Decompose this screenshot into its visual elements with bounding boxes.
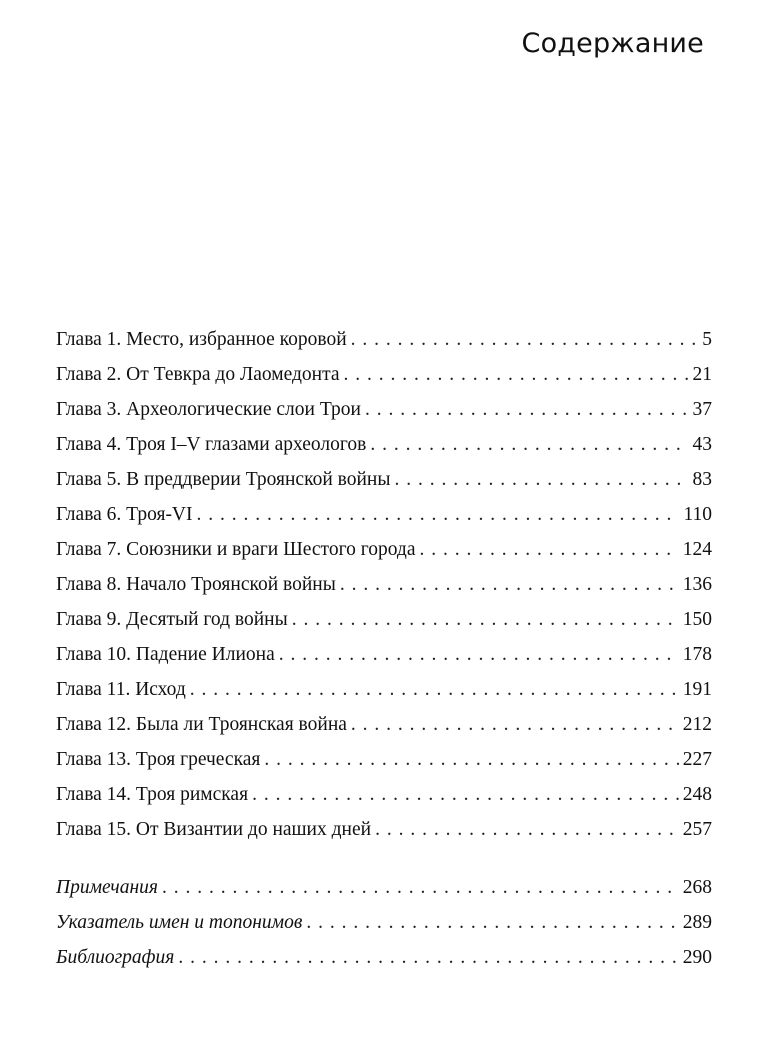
toc-entry-chapter-14[interactable] — [56, 777, 712, 812]
toc-entry-page-number: 43 — [692, 434, 712, 455]
toc-entry-chapter-13[interactable] — [56, 742, 712, 777]
toc-entry-label: Глава 9. Десятый год войны — [56, 609, 288, 630]
toc-entry-page-number: 212 — [682, 714, 712, 735]
dot-leader — [306, 905, 678, 940]
toc-entry-chapter-8[interactable] — [56, 567, 712, 602]
dot-leader — [279, 637, 679, 672]
toc-entry-label: Глава 4. Троя I–V глазами археологов — [56, 434, 367, 455]
toc-entry-page-number: 5 — [702, 329, 712, 350]
toc-entry-label: Глава 11. Исход — [56, 679, 186, 700]
toc-entry-page-number: 248 — [682, 784, 712, 805]
table-of-contents-chapters — [56, 322, 712, 847]
dot-leader — [375, 812, 679, 847]
dot-leader — [264, 742, 678, 777]
toc-entry-page-number: 110 — [683, 504, 712, 525]
toc-entry-label: Глава 6. Троя-VI — [56, 504, 193, 525]
dot-leader — [197, 497, 680, 532]
toc-entry-page-number: 124 — [682, 539, 712, 560]
toc-entry-label: Глава 13. Троя греческая — [56, 749, 261, 770]
toc-entry-label: Глава 8. Начало Троянской войны — [56, 574, 336, 595]
toc-entry-label: Глава 3. Археологические слои Трои — [56, 399, 361, 420]
toc-entry-index[interactable] — [56, 905, 712, 940]
toc-entry-bibliography[interactable] — [56, 940, 712, 975]
toc-entry-chapter-15[interactable] — [56, 812, 712, 847]
dot-leader — [370, 427, 688, 462]
toc-entry-page-number: 136 — [682, 574, 712, 595]
toc-entry-label: Глава 10. Падение Илиона — [56, 644, 275, 665]
toc-entry-chapter-4[interactable] — [56, 427, 712, 462]
toc-entry-chapter-6[interactable] — [56, 497, 712, 532]
table-of-contents-appendix — [56, 870, 712, 975]
toc-entry-chapter-10[interactable] — [56, 637, 712, 672]
toc-entry-page-number: 37 — [692, 399, 712, 420]
toc-entry-page-number: 257 — [682, 819, 712, 840]
toc-entry-page-number: 191 — [682, 679, 712, 700]
dot-leader — [344, 357, 689, 392]
dot-leader — [351, 707, 679, 742]
toc-entry-label: Указатель имен и топонимов — [56, 912, 303, 933]
toc-entry-page-number: 290 — [682, 947, 712, 968]
toc-entry-label: Глава 1. Место, избранное коровой — [56, 329, 347, 350]
toc-entry-chapter-11[interactable] — [56, 672, 712, 707]
toc-entry-chapter-5[interactable] — [56, 462, 712, 497]
dot-leader — [365, 392, 689, 427]
toc-entry-label: Глава 12. Была ли Троянская война — [56, 714, 347, 735]
toc-entry-page-number: 83 — [692, 469, 712, 490]
dot-leader — [419, 532, 678, 567]
dot-leader — [190, 672, 679, 707]
toc-entry-page-number: 227 — [682, 749, 712, 770]
page-title: Содержание — [521, 28, 704, 59]
dot-leader — [394, 462, 688, 497]
toc-entry-page-number: 178 — [682, 644, 712, 665]
toc-entry-chapter-2[interactable] — [56, 357, 712, 392]
toc-entry-chapter-3[interactable] — [56, 392, 712, 427]
toc-entry-label: Глава 14. Троя римская — [56, 784, 249, 805]
toc-entry-label: Примечания — [56, 877, 158, 898]
toc-entry-label: Библиография — [56, 947, 175, 968]
toc-entry-chapter-12[interactable] — [56, 707, 712, 742]
toc-entry-label: Глава 15. От Византии до наших дней — [56, 819, 372, 840]
toc-entry-label: Глава 5. В преддверии Троянской войны — [56, 469, 391, 490]
toc-entry-page-number: 268 — [682, 877, 712, 898]
toc-entry-label: Глава 7. Союзники и враги Шестого города — [56, 539, 416, 560]
toc-entry-chapter-7[interactable] — [56, 532, 712, 567]
toc-entry-label: Глава 2. От Тевкра до Лаомедонта — [56, 364, 340, 385]
dot-leader — [292, 602, 679, 637]
toc-entry-page-number: 150 — [682, 609, 712, 630]
toc-entry-chapter-9[interactable] — [56, 602, 712, 637]
dot-leader — [351, 322, 699, 357]
dot-leader — [252, 777, 679, 812]
toc-entry-page-number: 21 — [692, 364, 712, 385]
dot-leader — [178, 940, 678, 975]
toc-entry-page-number: 289 — [682, 912, 712, 933]
toc-entry-chapter-1[interactable] — [56, 322, 712, 357]
dot-leader — [162, 870, 679, 905]
toc-entry-notes[interactable] — [56, 870, 712, 905]
dot-leader — [340, 567, 679, 602]
